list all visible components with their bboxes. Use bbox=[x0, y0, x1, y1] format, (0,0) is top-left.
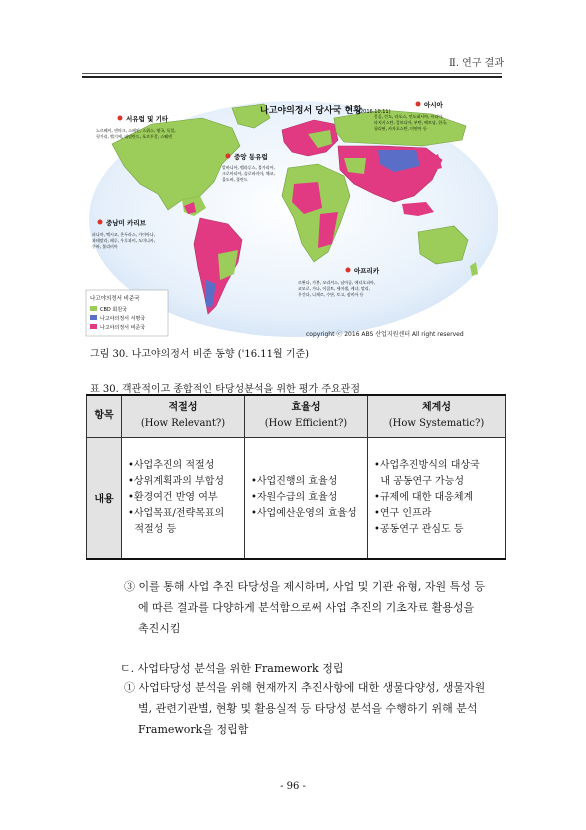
region-name: 중앙 동유럽 bbox=[234, 153, 268, 161]
page-number: - 96 - bbox=[280, 781, 306, 792]
paragraph-line: 에 따른 결과를 다양하게 분석함으로써 사업 추진의 기초자료 활용성을 bbox=[138, 601, 475, 614]
paragraph-3 bbox=[124, 576, 504, 639]
region-countries: 타지키스탄, 캄보디아, 부탄, 베트남, 한국, bbox=[374, 120, 448, 125]
region-marker-icon bbox=[346, 268, 351, 273]
cell-line: •사업예산운영의 효율성 bbox=[251, 507, 357, 519]
region-countries: 필리핀, 카자흐스탄, 미얀마 등 bbox=[374, 126, 427, 131]
legend-swatch-signed bbox=[90, 315, 97, 320]
region-countries: 과테말라, 페루, 우루과이, 도미니카, bbox=[92, 238, 155, 243]
region-countries: 헝가리, 벨기에, 네덜란드, 포르투갈, 스웨덴 bbox=[96, 134, 172, 139]
region-marker-icon bbox=[226, 154, 231, 159]
cell-line: •규제에 대한 대응체계 bbox=[374, 491, 474, 503]
cell-line: •사업진행의 효율성 bbox=[251, 475, 338, 487]
column-title: 체계성 bbox=[422, 402, 451, 414]
cell-line: •사업목표/전략목표의 bbox=[128, 507, 225, 519]
cell-line: •환경여건 반영 여부 bbox=[128, 491, 218, 503]
cell-systematic bbox=[368, 437, 506, 559]
column-header-relevance bbox=[122, 395, 245, 437]
region-countries: 쿠바, 볼리비아 bbox=[92, 244, 118, 249]
world-map-figure bbox=[82, 84, 498, 342]
region-name: 서유럽 및 기타 bbox=[126, 115, 169, 123]
paragraph-line: 별, 관련기관별, 현황 및 활용실적 등 타당성 분석을 수행하기 위해 분석 bbox=[138, 702, 478, 715]
header-rule-thin bbox=[82, 73, 502, 74]
paragraph-line: 촉진시킴 bbox=[138, 622, 181, 635]
paragraph-line: ③ 이를 통해 사업 추진 타당성을 제시하며, 사업 및 기관 유형, 자원 특성 등 bbox=[124, 580, 485, 593]
cell-line: •사업추진의 적절성 bbox=[128, 459, 215, 471]
map-legend bbox=[86, 290, 168, 336]
region-name: 아시아 bbox=[424, 101, 443, 109]
section-heading: ㄷ. 사업타당성 분석을 위한 Framework 정립 bbox=[120, 662, 344, 675]
legend-label: CBD 회원국 bbox=[100, 307, 127, 313]
figure-caption: 그림 30. 나고야의정서 비준 동향 ('16.11월 기준) bbox=[90, 349, 310, 360]
legend-label: 나고야의정서 비준국 bbox=[100, 325, 146, 331]
world-map bbox=[82, 84, 498, 342]
region-countries: 르완다, 가봉, 모리셔스, 남아공, 에티오피아, bbox=[298, 280, 376, 285]
region-countries: 노르웨이, 덴마크, 스페인, 스위스, 영국, 독일, bbox=[96, 128, 176, 133]
region-countries: 몽골, 인도, 라오스, 인도네시아, 시리아, bbox=[374, 114, 444, 119]
legend-swatch-ratified bbox=[90, 324, 97, 329]
map-date: (2016.10.11) bbox=[358, 109, 391, 115]
column-header-efficiency bbox=[245, 395, 368, 437]
column-subtitle: (How Relevant?) bbox=[140, 418, 226, 430]
cell-line: •연구 인프라 bbox=[374, 507, 432, 519]
map-title: 나고야의정서 당사국 현황 bbox=[260, 106, 362, 116]
column-title: 효율성 bbox=[291, 402, 321, 414]
region-name: 중남미 카리브 bbox=[106, 219, 146, 227]
cell-line: •공동연구 관심도 등 bbox=[374, 523, 464, 535]
table-row bbox=[87, 437, 506, 559]
cell-line: •사업추진방식의 대상국 bbox=[374, 459, 480, 471]
legend-label: 나고야의정서 서명국 bbox=[100, 316, 146, 322]
column-subtitle: (How Systematic?) bbox=[388, 418, 485, 430]
region-countries: 파나마, 멕시코, 온두라스, 가이아나, bbox=[92, 232, 155, 237]
table-corner-cell bbox=[87, 395, 122, 437]
region-countries: 우간다, 니제르, 수단, 토고, 잠비아 등 bbox=[298, 292, 364, 297]
region-name: 아프리카 bbox=[354, 267, 380, 275]
running-header: Ⅱ. 연구 결과 bbox=[449, 58, 504, 69]
region-marker-icon bbox=[98, 220, 103, 225]
cell-line: 적절성 등 bbox=[128, 523, 177, 535]
cell-line: •상위계획과의 부합성 bbox=[128, 475, 225, 487]
cell-relevance bbox=[122, 437, 245, 559]
region-countries: 몰도바, 폴란드 bbox=[222, 177, 248, 182]
table-caption: 표 30. 객관적이고 종합적인 타당성분석을 위한 평가 주요관점 bbox=[90, 384, 360, 395]
evaluation-table bbox=[86, 394, 506, 560]
region-countries: 크로아티아, 슬로바키아, 체코, bbox=[222, 171, 275, 176]
cell-line: •자원수급의 효율성 bbox=[251, 491, 338, 503]
region-countries: 알바니아, 벨라루스, 불가리아, bbox=[222, 165, 275, 170]
paragraph-line: Framework을 정립함 bbox=[138, 723, 249, 736]
column-subtitle: (How Efficient?) bbox=[264, 418, 348, 430]
table-header-row bbox=[87, 395, 506, 437]
column-title: 적절성 bbox=[168, 402, 198, 414]
cell-line: 내 공동연구 가능성 bbox=[374, 475, 464, 487]
column-header-systematic bbox=[368, 395, 506, 437]
region-marker-icon bbox=[118, 116, 123, 121]
region-countries: 코모로, 가나, 이집트, 세이셸, 케냐, 말리, bbox=[298, 286, 370, 291]
paragraph-1 bbox=[124, 677, 504, 740]
region-marker-icon bbox=[416, 102, 421, 107]
legend-title: 나고야의정서 비준국 bbox=[90, 296, 140, 302]
copyright-text: copyright ⓒ 2016 ABS 산업지원센터 All right reserved bbox=[306, 331, 464, 338]
cell-efficiency bbox=[245, 437, 368, 559]
paragraph-line: ① 사업타당성 분석을 위해 현재까지 추진사항에 대한 생물다양성, 생물자원 bbox=[124, 681, 486, 694]
table-corner-label: 항목 bbox=[94, 410, 114, 422]
row-header-content: 내용 bbox=[87, 437, 122, 559]
legend-swatch-cbd bbox=[90, 306, 97, 311]
header-rule-thick bbox=[82, 76, 502, 78]
